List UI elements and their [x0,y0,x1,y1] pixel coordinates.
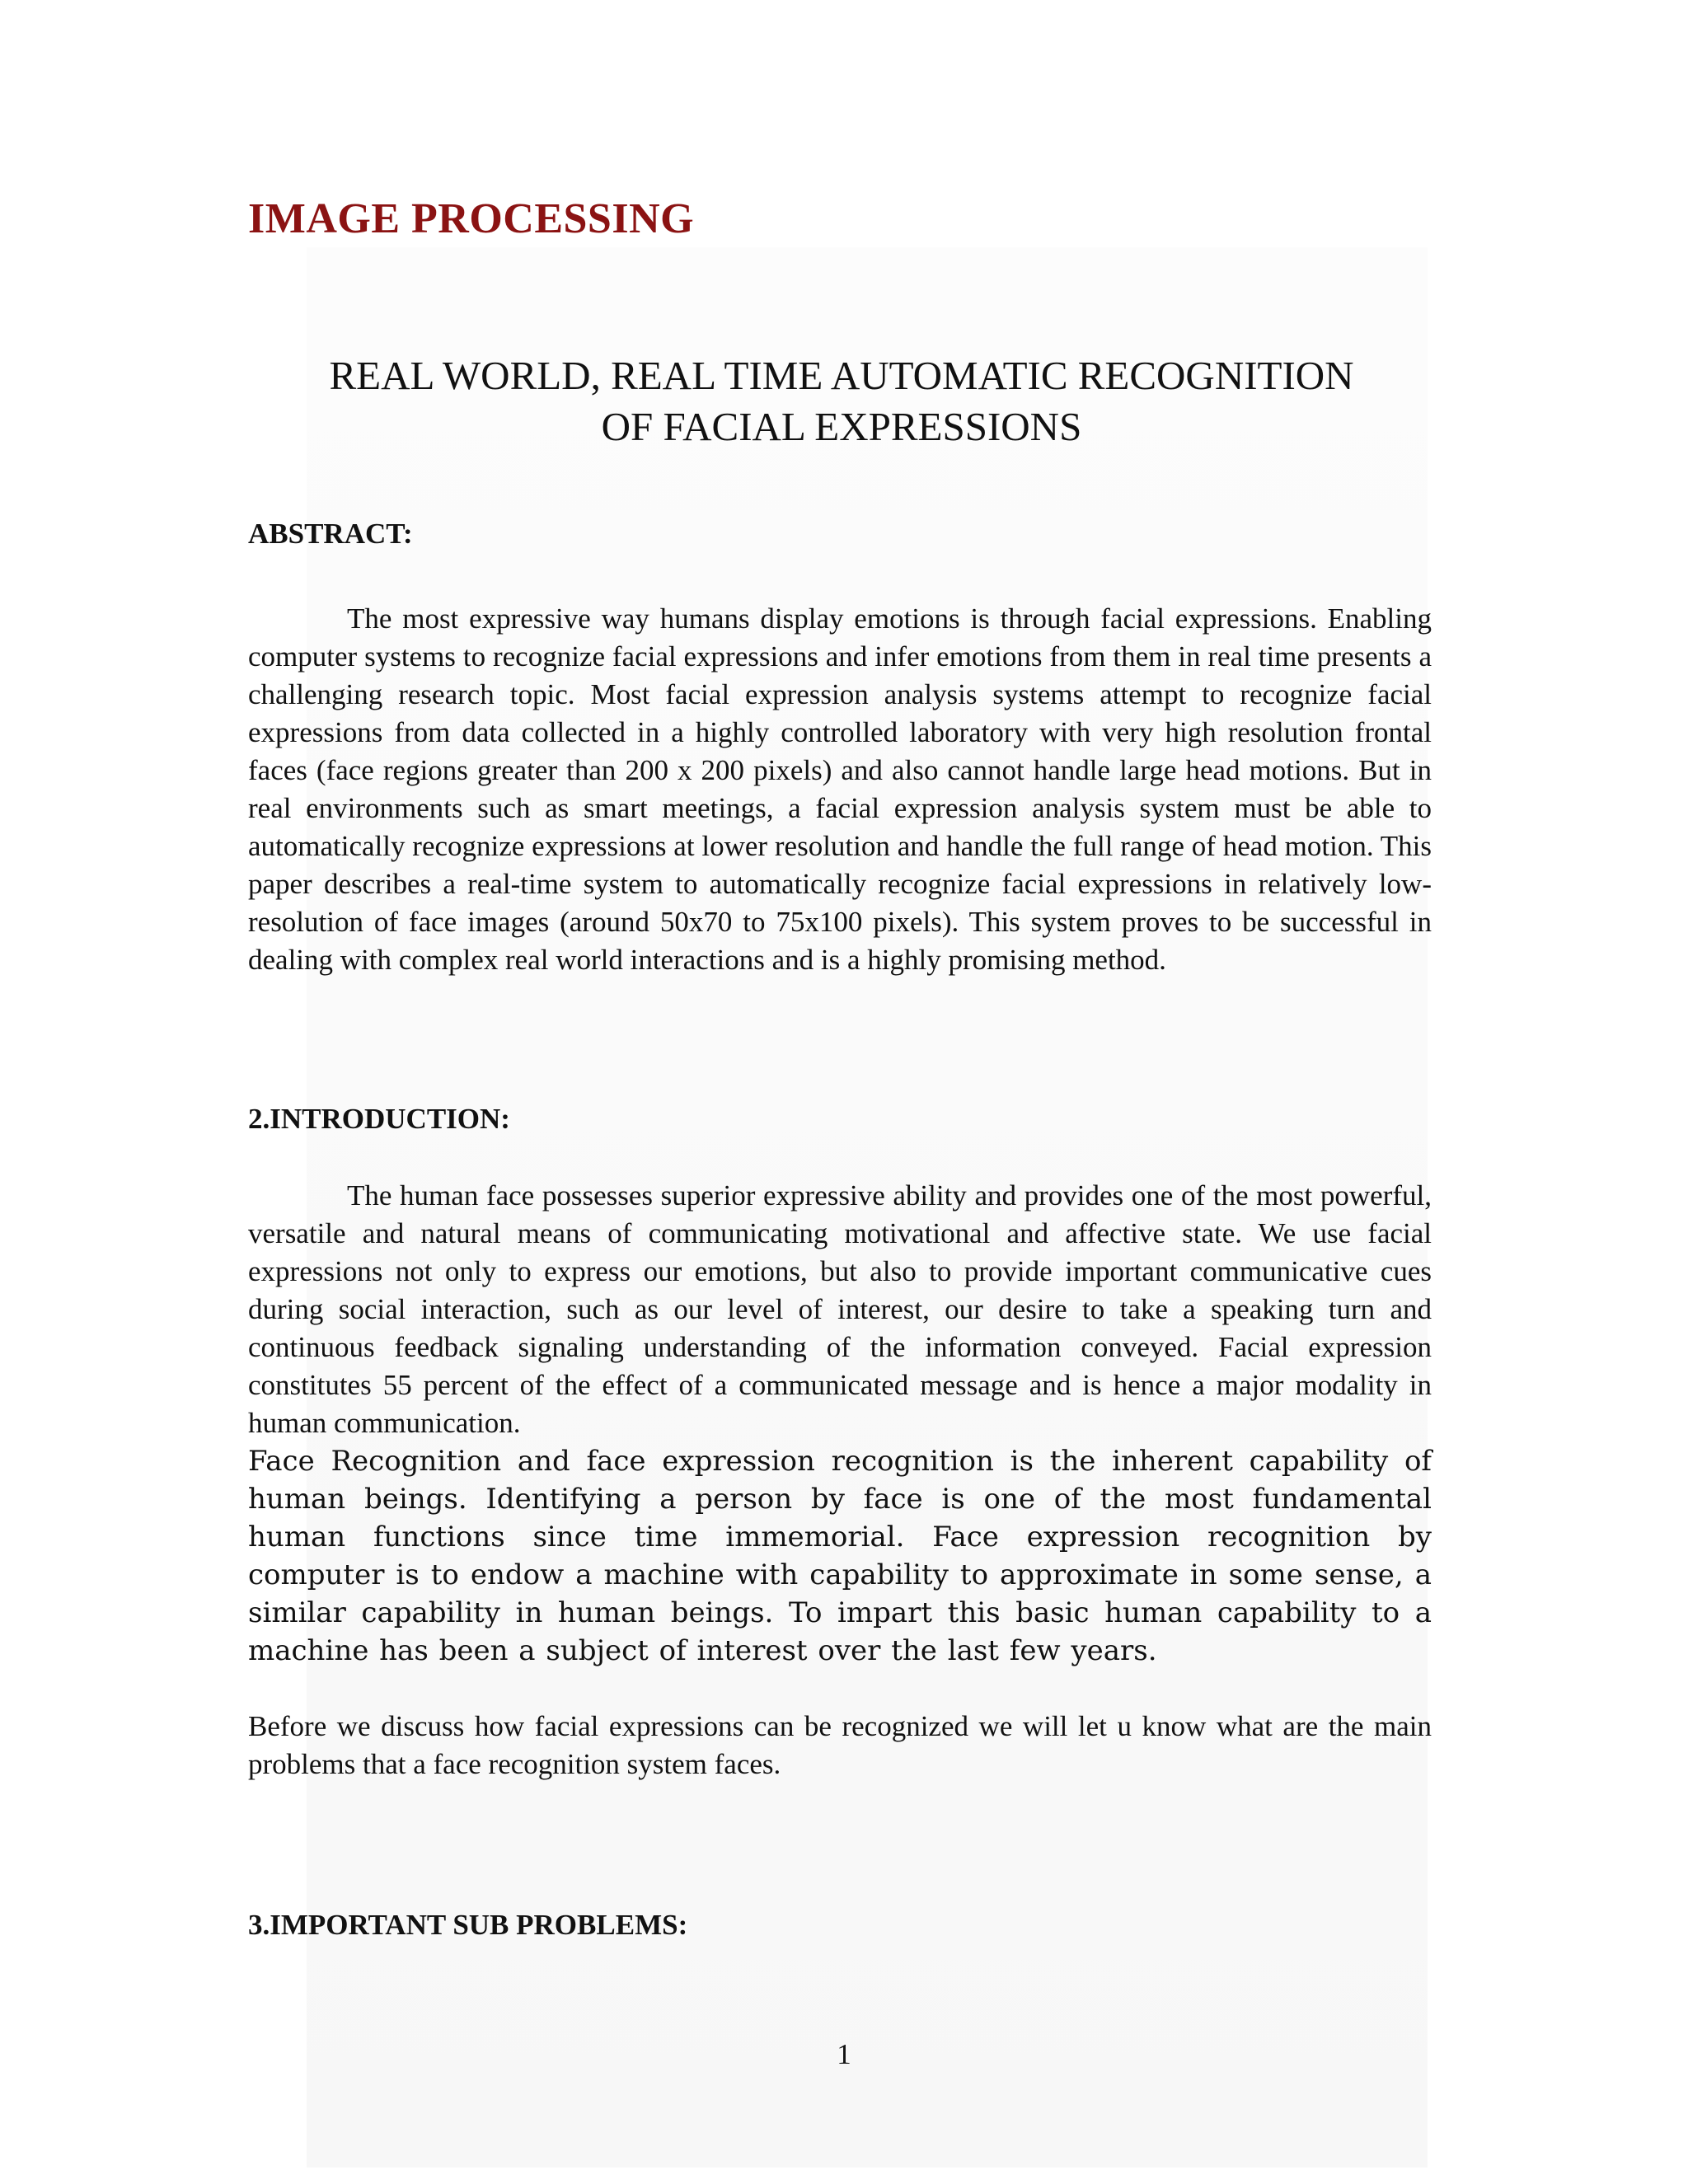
introduction-heading: 2.INTRODUCTION: [248,1103,510,1135]
document-label: IMAGE PROCESSING [248,195,695,242]
paper-title [248,350,1435,452]
introduction-paragraph-1: The human face possesses superior expressive ability and provides one of the most powerful, versatile and natural means of communicating motivational and affective state. We use facial expressions not only to express our emotions, but also to provide important communicative cues during social interaction, such as our level of interest, our desire to take a speaking turn and continuous feedback signaling understanding of the information conveyed. Facial expression constitutes 55 percent of the effect of a communicated message and is hence a major modality in human communication. [248,1179,1432,1439]
introduction-paragraph-3: Before we discuss how facial expressions can be recognized we will let u know what are the main problems that a face recognition system faces. [248,1710,1432,1780]
page-number: 1 [837,2038,851,2070]
paper-title-line-1: REAL WORLD, REAL TIME AUTOMATIC RECOGNITION [329,353,1354,398]
abstract-paragraph: The most expressive way humans display emotions is through facial expressions. Enabling computer systems to recognize facial expressions and infer emotions from them in real time presents a challenging research topic. Most facial expression analysis systems attempt to recognize facial expressions from data collected in a highly controlled laboratory with very high resolution frontal faces (face regions greater than 200 x 200 pixels) and also cannot handle large head motions. But in real environments such as smart meetings, a facial expression analysis system must be able to automatically recognize expressions at lower resolution and handle the full range of head motion. This paper describes a real-time system to automatically recognize facial expressions in relatively low-resolution of face images (around 50x70 to 75x100 pixels). This system proves to be successful in dealing with complex real world interactions and is a highly promising method. [248,602,1432,976]
paper-title-line-2: OF FACIAL EXPRESSIONS [601,404,1082,449]
abstract-heading: ABSTRACT: [248,518,413,550]
introduction-paragraph-2: Face Recognition and face expression recognition is the inherent capability of human beings. Identifying a person by face is one of the most fundamental human functions since time immemorial. Face expression recognition by computer is to endow a machine with capability to approximate in some sense, a similar capability in human beings. To impart this basic human capability to a machine has been a subject of interest over the last few years. [248,1445,1432,1667]
sub-problems-heading: 3.IMPORTANT SUB PROBLEMS: [248,1909,688,1941]
